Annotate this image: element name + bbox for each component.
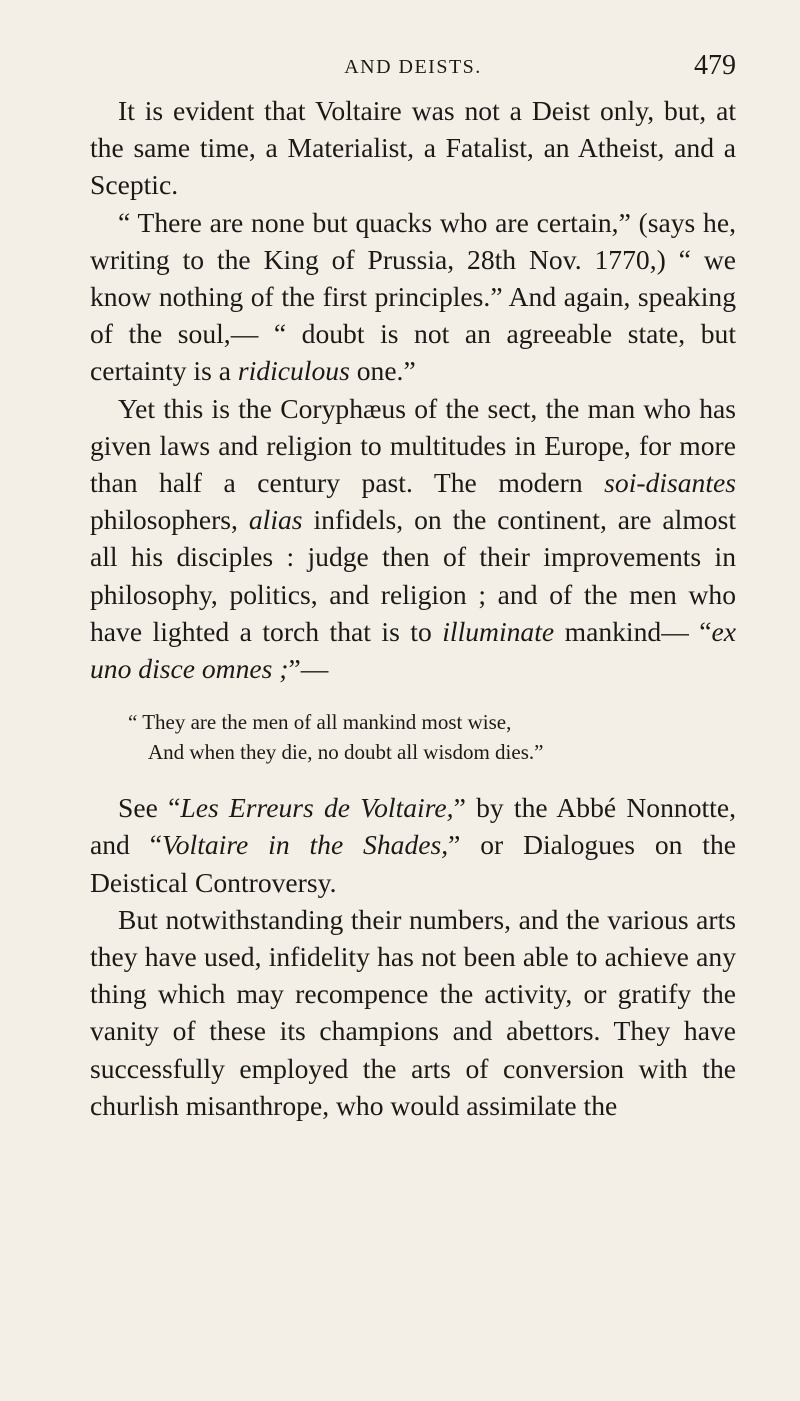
- paragraph-4-italic-2: Voltaire in the Shades,: [161, 829, 449, 861]
- paragraph-2-italic: ridiculous: [237, 355, 350, 387]
- verse-quotation: [128, 707, 736, 767]
- paragraph-2-end: one.”: [356, 355, 416, 387]
- paragraph-5: But notwithstanding their numbers, and the various arts they have used, infidelity has not been able to achieve any thing which may recompence the activity, or gratify the vanity of these its champions and abettors. They have successfully employed the arts of conversion with the churlish misanthrope, who would assimilate the: [90, 903, 736, 1121]
- paragraph-3-italic-3: illuminate: [442, 615, 555, 647]
- paragraph-3-a: Yet this is the Coryphæus of the sect, the man who has given laws and religion to multitudes in Europe, for more than half a century past. The modern: [90, 392, 736, 499]
- paragraph-3-e: ”—: [288, 653, 329, 685]
- paragraph-2: [90, 204, 736, 390]
- verse-line-1: “ They are the men of all mankind most wise,: [128, 710, 512, 735]
- body-text: [90, 92, 736, 1124]
- paragraph-3-italic-1: soi-disantes: [604, 467, 736, 499]
- paragraph-3-italic-4: ex uno disce omnes ;: [90, 615, 737, 685]
- paragraph-3-italic-2: alias: [248, 504, 303, 536]
- running-title: AND DEISTS.: [344, 56, 482, 78]
- paragraph-4-a: See “: [118, 792, 181, 824]
- paragraph-1: It is evident that Voltaire was not a Deist only, but, at the same time, a Materialist, a Fatalist, an Atheist, and a Sceptic.: [90, 95, 736, 201]
- paragraph-4-italic-1: Les Erreurs de Voltaire,: [180, 792, 454, 824]
- page-number: 479: [694, 50, 736, 81]
- running-head: [90, 50, 736, 90]
- paragraph-3: [90, 390, 736, 688]
- paragraph-3-c: infidels, on the continent, are almost all his disciples : judge then of their improvements in philosophy, politics, and religion ; and of the men who have lighted a torch that is to: [90, 504, 736, 647]
- paragraph-3-d: mankind— “: [564, 615, 712, 647]
- paragraph-4-b: ” by the Abbé Nonnotte, and “: [90, 792, 736, 861]
- paragraph-4-c: ” or Dialogues on the Deistical Controversy.: [90, 829, 736, 898]
- verse-line-2: And when they die, no doubt all wisdom dies.”: [148, 740, 544, 765]
- paragraph-3-b: philosophers,: [90, 504, 238, 536]
- paragraph-4: [90, 789, 736, 901]
- paragraph-2-text: “ There are none but quacks who are certain,” (says he, writing to the King of Prussia, 28th Nov. 1770,) “ we know nothing of the first principles.” And again, speaking of the soul,— “ doubt is not an agreeable state, but certainty is a: [90, 206, 736, 387]
